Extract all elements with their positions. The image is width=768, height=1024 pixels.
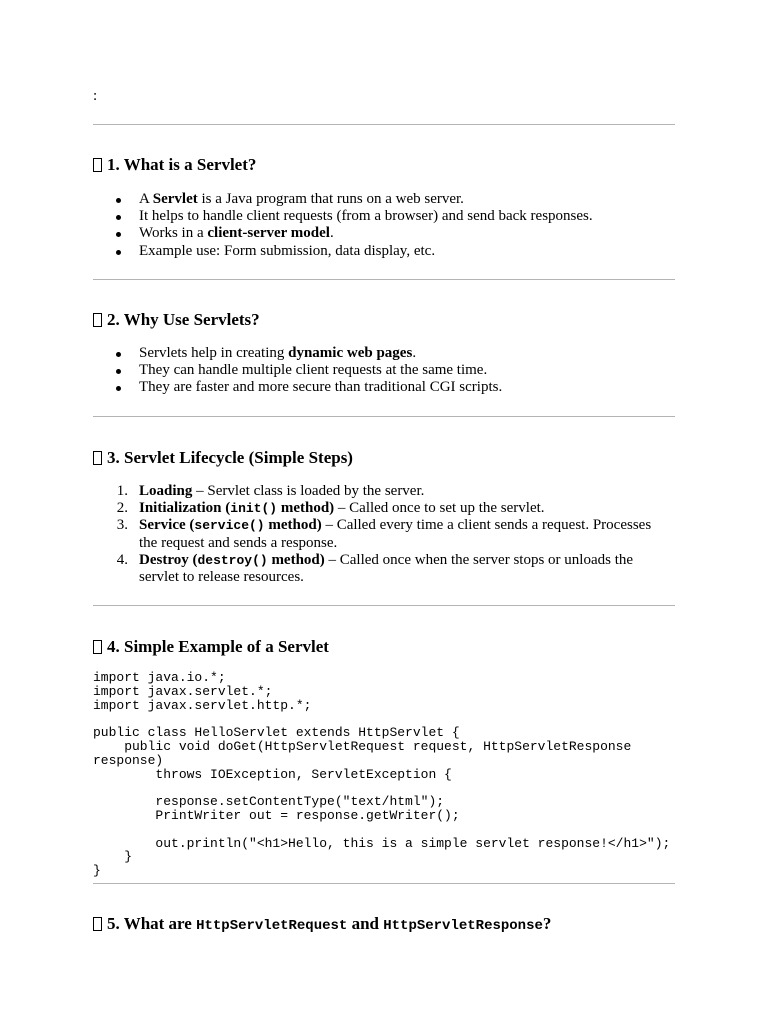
divider — [93, 416, 675, 417]
code-line: } — [93, 863, 101, 879]
section-heading-3: 3. Servlet Lifecycle (Simple Steps) — [93, 448, 353, 468]
code-line: import java.io.*; — [93, 670, 226, 685]
divider — [93, 883, 675, 884]
list-item: 2. Initialization (init() method) – Called once to set up the servlet. — [116, 500, 545, 517]
divider — [93, 279, 675, 280]
code-line: throws IOException, ServletException { — [93, 766, 452, 782]
missing-glyph-icon — [93, 640, 102, 654]
missing-glyph-icon — [93, 158, 102, 172]
missing-glyph-icon — [93, 313, 102, 327]
section-heading-2: 2. Why Use Servlets? — [93, 310, 260, 330]
code-line: import javax.servlet.*; — [93, 683, 273, 699]
bullet-list-1 — [93, 191, 675, 260]
list-item: They are faster and more secure than traditional CGI scripts. — [93, 379, 675, 396]
code-block — [93, 671, 693, 878]
section-heading-5: 5. What are HttpServletRequest and HttpServletResponse? — [93, 914, 551, 936]
code-line: out.println("<h1>Hello, this is a simple servlet response!</h1>"); — [93, 835, 671, 851]
divider — [93, 124, 675, 125]
bullet-list-2 — [93, 345, 675, 397]
list-item: Servlets help in creating dynamic web pages. — [93, 345, 675, 362]
code-line: PrintWriter out = response.getWriter(); — [93, 807, 460, 823]
code-line: } — [93, 849, 133, 865]
list-item: It helps to handle client requests (from a browser) and send back responses. — [93, 208, 675, 225]
list-item: 1. Loading – Servlet class is loaded by the server. — [116, 483, 425, 499]
list-item: 3. Service (service() method) – Called every time a client sends a request. Processes the request and sends a response. — [116, 517, 652, 551]
lifecycle-steps — [93, 483, 675, 586]
list-item: A Servlet is a Java program that runs on a web server. — [93, 191, 675, 208]
section-heading-4: 4. Simple Example of a Servlet — [93, 637, 329, 657]
list-item: They can handle multiple client requests at the same time. — [93, 362, 675, 379]
code-line: public class HelloServlet extends HttpServlet { — [93, 725, 460, 741]
missing-glyph-icon — [93, 917, 102, 931]
code-line: response) — [93, 752, 164, 768]
code-line: public void doGet(HttpServletRequest request, HttpServletResponse — [93, 738, 632, 754]
list-item: 4. Destroy (destroy() method) – Called once when the server stops or unloads the servlet to release resources. — [116, 551, 634, 586]
code-line: import javax.servlet.http.*; — [93, 697, 312, 713]
code-line: response.setContentType("text/html"); — [93, 794, 445, 810]
missing-glyph-icon — [93, 451, 102, 465]
list-item: Works in a client-server model. — [93, 225, 675, 242]
list-item: Example use: Form submission, data display, etc. — [93, 243, 675, 260]
intro-text: : — [93, 88, 98, 104]
section-heading-1: 1. What is a Servlet? — [93, 155, 256, 175]
divider — [93, 605, 675, 606]
